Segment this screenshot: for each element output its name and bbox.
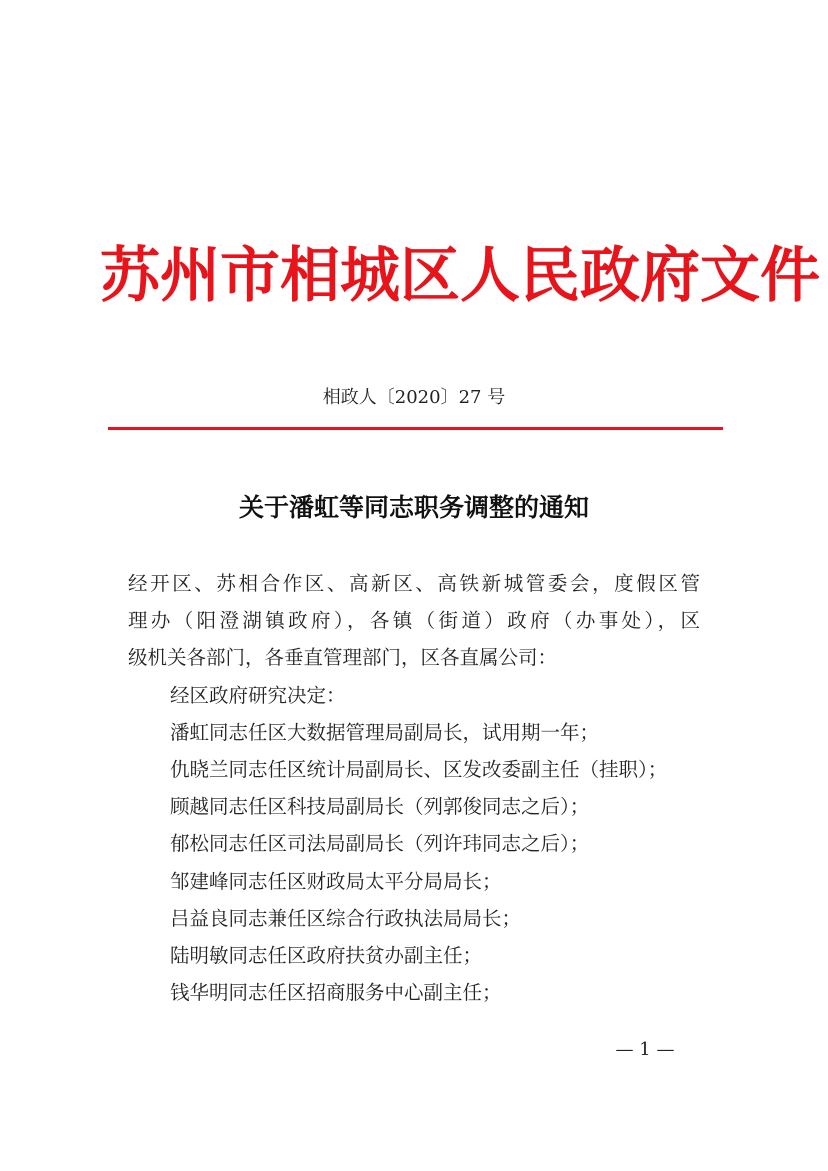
appointment-item: 钱华明同志任区招商服务中心副主任； [170,981,502,1005]
addressee-line: 理办（阳澄湖镇政府），各镇（街道）政府（办事处），区 [128,609,700,633]
red-separator-rule [108,427,723,430]
document-number: 相政人〔2020〕27 号 [322,387,506,408]
appointment-item: 吕益良同志兼任区综合行政执法局局长； [170,906,522,930]
appointment-item: 仇晓兰同志任区统计局副局长、区发改委副主任（挂职）； [170,757,668,781]
appointment-item: 陆明敏同志任区政府扶贫办副主任； [170,943,483,967]
addressee-line: 经开区、苏相合作区、高新区、高铁新城管委会，度假区管 [128,572,700,595]
addressee-line: 级机关各部门，各垂直管理部门，区各直属公司： [128,646,558,670]
appointment-item: 潘虹同志任区大数据管理局副局长，试用期一年； [170,720,600,744]
appointment-item: 邹建峰同志任区财政局太平分局局长； [170,869,502,893]
document-masthead: 苏州市相城区人民政府文件 [100,241,820,311]
appointment-item: 郁松同志任区司法局副局长（列许玮同志之后）； [170,832,590,856]
notice-title: 关于潘虹等同志职务调整的通知 [238,493,589,522]
decision-intro: 经区政府研究决定： [170,683,346,707]
notice-body [128,565,700,1011]
page-number: — 1 — [615,1039,675,1060]
appointment-item: 顾越同志任区科技局副局长（列郭俊同志之后）； [170,795,590,819]
